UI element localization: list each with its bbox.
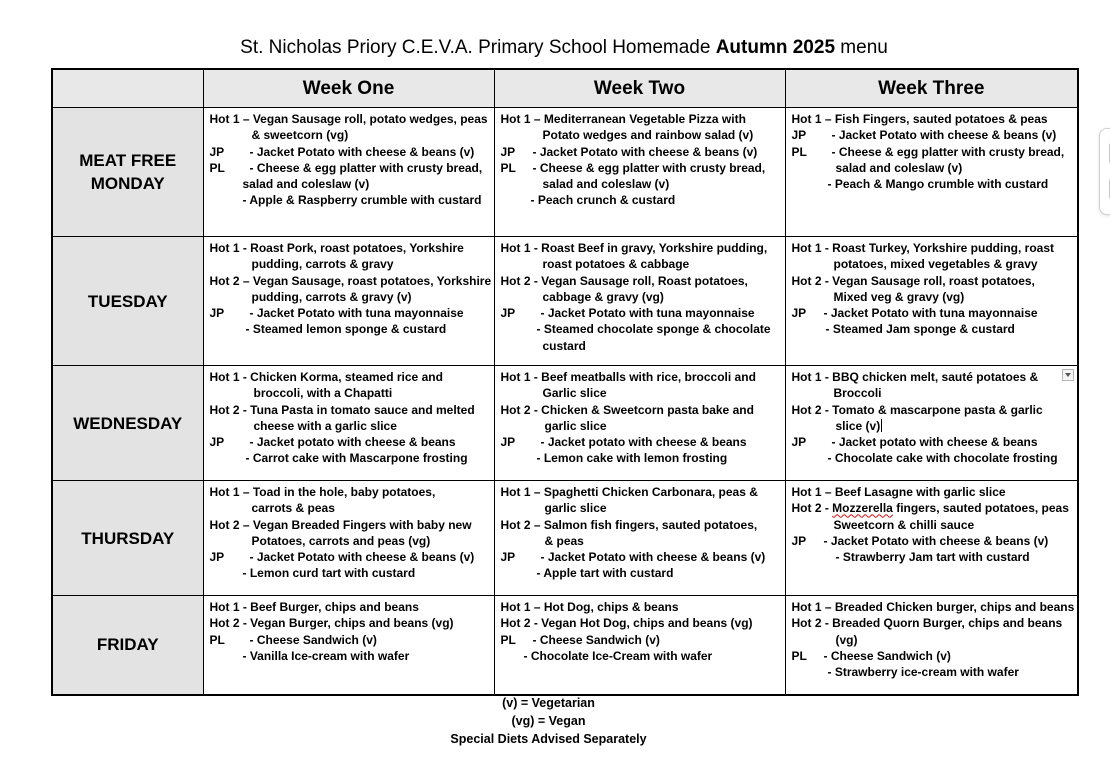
menu-line: Hot 2 - Breaded Quorn Burger, chips and beans <box>791 616 1063 631</box>
menu-text: slice (v) <box>835 418 881 433</box>
title-text: menu <box>835 37 888 58</box>
menu-cell-fri-w3[interactable] <box>785 596 1078 695</box>
menu-line <box>501 144 781 160</box>
menu-line: garlic slice <box>544 418 607 433</box>
menu-text: - Jacket Potato with cheese & beans (v) <box>249 144 475 159</box>
week-header-row <box>52 69 1078 108</box>
menu-line: - Apple tart with custard <box>536 566 674 581</box>
menu-text: Hot 2 - <box>791 501 833 516</box>
menu-line: Potatoes, carrots and peas (vg) <box>251 533 431 548</box>
tuesday-row <box>52 237 1078 366</box>
side-panel-tab[interactable] <box>1099 128 1110 215</box>
menu-line: Hot 1 - Chicken Korma, steamed rice and <box>209 370 443 384</box>
option-tag: JP <box>791 533 807 548</box>
menu-cell-fri-w1[interactable] <box>203 596 494 695</box>
menu-line: (vg) <box>835 632 858 647</box>
menu-line <box>792 144 1074 160</box>
menu-line: Hot 2 - Vegan Hot Dog, chips and beans (vg) <box>500 616 753 631</box>
menu-line: - Carrot cake with Mascarpone frosting <box>245 451 468 466</box>
day-label-wednesday: WEDNESDAY <box>52 366 203 481</box>
day-label-thursday: THURSDAY <box>52 481 203 596</box>
menu-line: Hot 1 - BBQ chicken melt, sauté potatoes & <box>791 370 1039 384</box>
menu-cell-wed-w2[interactable] <box>494 366 785 481</box>
menu-line: Hot 1 – Vegan Sausage roll, potato wedges, peas <box>209 112 488 126</box>
menu-line: - Peach crunch & custard <box>530 193 676 208</box>
menu-line: Hot 2 - Chicken & Sweetcorn pasta bake and <box>500 402 754 417</box>
menu-line: - Vanilla Ice-cream with wafer <box>242 648 410 663</box>
menu-line: Hot 2 – Vegan Sausage, roast potatoes, Yorkshire <box>209 273 492 288</box>
legend-footer <box>0 694 1097 748</box>
menu-text: - Jacket Potato with cheese & beans (v) <box>831 128 1057 143</box>
menu-text: fingers, sauted potatoes, peas <box>892 501 1069 516</box>
option-tag: JP <box>791 128 807 143</box>
menu-line <box>792 533 1074 549</box>
menu-line: Hot 1 – Breaded Chicken burger, chips and beans <box>791 600 1075 614</box>
menu-line <box>501 549 781 565</box>
menu-line: & peas <box>544 533 584 548</box>
menu-line: Hot 1 - Beef meatballs with rice, broccoli and <box>500 370 756 384</box>
menu-line: - Lemon curd tart with custard <box>242 566 416 581</box>
menu-line: carrots & peas <box>251 501 335 516</box>
text-cursor <box>881 419 882 432</box>
menu-line <box>792 305 1074 321</box>
option-tag: JP <box>500 435 516 450</box>
menu-text: - Jacket Potato with tuna mayonnaise <box>249 306 464 321</box>
menu-text: - Jacket Potato with tuna mayonnaise <box>540 306 755 321</box>
menu-line: Hot 1 - Beef Burger, chips and beans <box>209 600 419 614</box>
menu-line: Hot 2 - Vegan Sausage roll, Roast potatoes, <box>500 273 748 288</box>
menu-text: - Cheese & egg platter with crusty bread, <box>532 160 766 175</box>
menu-cell-mon-w2[interactable] <box>494 108 785 237</box>
day-label-monday: MEAT FREE MONDAY <box>52 108 203 237</box>
option-tag: JP <box>209 144 225 159</box>
menu-line <box>792 500 1074 516</box>
menu-line <box>210 632 490 648</box>
menu-line: Hot 1 - Roast Beef in gravy, Yorkshire pudding, <box>500 241 768 255</box>
wednesday-row <box>52 366 1078 481</box>
menu-line <box>792 418 1074 434</box>
menu-cell-tue-w1[interactable] <box>203 237 494 366</box>
option-tag: PL <box>209 160 225 175</box>
corner-cell <box>52 69 203 108</box>
menu-text: - Jacket Potato with tuna mayonnaise <box>823 306 1038 321</box>
day-label-friday: FRIDAY <box>52 596 203 695</box>
option-tag: JP <box>791 435 807 450</box>
week-one-header: Week One <box>203 69 494 108</box>
option-tag: PL <box>209 632 225 647</box>
menu-line: Hot 1 – Beef Lasagne with garlic slice <box>791 485 1006 499</box>
menu-line: - Chocolate Ice-Cream with wafer <box>523 648 713 663</box>
option-tag: JP <box>209 306 225 321</box>
menu-line: - Strawberry Jam tart with custard <box>835 550 1030 565</box>
menu-title <box>0 36 1110 60</box>
menu-text: - Jacket potato with cheese & beans <box>831 435 1038 450</box>
menu-line <box>210 549 490 565</box>
menu-line: Hot 2 - Vegan Burger, chips and beans (vg) <box>209 616 454 631</box>
option-tag: JP <box>209 550 225 565</box>
menu-text: - Cheese & egg platter with crusty bread, <box>831 144 1065 159</box>
menu-line: Potato wedges and rainbow salad (v) <box>542 128 754 143</box>
option-tag: PL <box>791 144 807 159</box>
menu-cell-mon-w1[interactable] <box>203 108 494 237</box>
menu-line: - Apple & Raspberry crumble with custard <box>242 193 482 208</box>
menu-line <box>501 632 781 648</box>
menu-line: Hot 1 – Toad in the hole, baby potatoes, <box>209 485 436 499</box>
menu-line: - Steamed Jam sponge & custard <box>825 322 1015 337</box>
menu-line: pudding, carrots & gravy <box>251 257 394 272</box>
friday-row <box>52 596 1078 695</box>
menu-line: custard <box>542 338 586 353</box>
week-two-header: Week Two <box>494 69 785 108</box>
menu-text: - Jacket potato with cheese & beans <box>249 435 456 450</box>
menu-line <box>210 305 490 321</box>
menu-line: - Steamed chocolate sponge & chocolate <box>536 322 771 337</box>
menu-line: Hot 2 – Salmon fish fingers, sauted potatoes, <box>500 517 758 532</box>
menu-line: roast potatoes & cabbage <box>542 257 690 272</box>
menu-cell-wed-w3[interactable] <box>785 366 1078 481</box>
menu-line: pudding, carrots & gravy (v) <box>251 289 412 304</box>
menu-line: cheese with a garlic slice <box>253 418 397 433</box>
menu-text: - Jacket Potato with cheese & beans (v) <box>823 533 1049 548</box>
menu-line: Hot 2 – Vegan Breaded Fingers with baby new <box>209 517 472 532</box>
option-tag: JP <box>500 144 516 159</box>
option-tag: PL <box>791 648 807 663</box>
special-diets-note: Special Diets Advised Separately <box>450 732 647 746</box>
menu-cell-tue-w3[interactable] <box>785 237 1078 366</box>
menu-line: - Lemon cake with lemon frosting <box>536 451 728 466</box>
menu-line <box>501 434 781 450</box>
menu-line <box>501 305 781 321</box>
option-tag: PL <box>500 632 516 647</box>
menu-cell-thu-w1[interactable] <box>203 481 494 596</box>
menu-line: Hot 2 - Tomato & mascarpone pasta & garlic <box>791 402 1043 417</box>
menu-line: Hot 1 – Mediterranean Vegetable Pizza with <box>500 112 746 126</box>
option-tag: JP <box>500 550 516 565</box>
menu-line: Hot 1 - Roast Turkey, Yorkshire pudding, roast <box>791 241 1054 255</box>
menu-line: Hot 1 – Spaghetti Chicken Carbonara, peas & <box>500 485 758 499</box>
menu-line: Hot 1 – Fish Fingers, sauted potatoes & peas <box>791 112 1048 126</box>
menu-line <box>792 648 1074 664</box>
menu-line: Garlic slice <box>542 386 607 401</box>
menu-cell-fri-w2[interactable] <box>494 596 785 695</box>
menu-text: - Cheese Sandwich (v) <box>823 648 951 663</box>
legend-vegan: (vg) = Vegan <box>511 714 586 728</box>
menu-text: - Jacket Potato with cheese & beans (v) <box>249 550 475 565</box>
menu-line: broccoli, with a Chapatti <box>253 386 393 401</box>
menu-cell-tue-w2[interactable] <box>494 237 785 366</box>
menu-line <box>792 127 1074 143</box>
menu-line: Hot 1 – Hot Dog, chips & beans <box>500 600 679 614</box>
title-text: Autumn 2025 <box>715 37 836 58</box>
menu-cell-mon-w3[interactable] <box>785 108 1078 237</box>
spelling-error-word: Mozzerella <box>832 501 893 516</box>
menu-cell-thu-w2[interactable] <box>494 481 785 596</box>
menu-line <box>210 160 490 176</box>
menu-line: Hot 2 - Tuna Pasta in tomato sauce and melted <box>209 402 475 417</box>
chevron-down-icon[interactable] <box>1062 369 1074 381</box>
menu-line <box>501 160 781 176</box>
menu-line: potatoes, mixed vegetables & gravy <box>833 257 1038 272</box>
monday-row <box>52 108 1078 237</box>
menu-cell-wed-w1[interactable] <box>203 366 494 481</box>
menu-line <box>210 144 490 160</box>
menu-line: Mixed veg & gravy (vg) <box>833 289 965 304</box>
menu-line: - Strawberry ice-cream with wafer <box>827 665 1019 680</box>
menu-line: Hot 2 - Vegan Sausage roll, roast potatoes, <box>791 273 1035 288</box>
menu-line: garlic slice <box>544 501 607 516</box>
menu-text: - Cheese Sandwich (v) <box>249 632 377 647</box>
option-tag: JP <box>791 306 807 321</box>
thursday-row <box>52 481 1078 596</box>
menu-text: - Jacket potato with cheese & beans <box>540 435 747 450</box>
menu-line: cabbage & gravy (vg) <box>542 289 664 304</box>
menu-table <box>51 68 1079 696</box>
option-tag: JP <box>500 306 516 321</box>
menu-text: - Cheese Sandwich (v) <box>532 632 660 647</box>
option-tag: PL <box>500 160 516 175</box>
menu-line: & sweetcorn (vg) <box>251 128 349 143</box>
menu-line <box>792 434 1074 450</box>
title-text: St. Nicholas Priory C.E.V.A. Primary School Homemade <box>240 37 716 58</box>
legend-vegetarian: (v) = Vegetarian <box>502 696 595 710</box>
menu-line: - Steamed lemon sponge & custard <box>245 322 447 337</box>
menu-line: - Peach & Mango crumble with custard <box>827 177 1049 192</box>
menu-line: salad and coleslaw (v) <box>542 177 670 192</box>
day-label-tuesday: TUESDAY <box>52 237 203 366</box>
menu-line: salad and coleslaw (v) <box>242 177 370 192</box>
menu-line <box>210 434 490 450</box>
menu-text: - Jacket Potato with cheese & beans (v) <box>540 550 766 565</box>
menu-line: Sweetcorn & chilli sauce <box>833 517 975 532</box>
menu-text: - Cheese & egg platter with crusty bread, <box>249 160 483 175</box>
menu-line: Broccoli <box>833 386 882 401</box>
option-tag: JP <box>209 435 225 450</box>
menu-line: Hot 1 - Roast Pork, roast potatoes, Yorkshire <box>209 241 464 255</box>
menu-text: - Jacket Potato with cheese & beans (v) <box>532 144 758 159</box>
menu-line: salad and coleslaw (v) <box>835 160 963 175</box>
menu-line: - Chocolate cake with chocolate frosting <box>827 451 1058 466</box>
menu-cell-thu-w3[interactable] <box>785 481 1078 596</box>
week-three-header: Week Three <box>785 69 1078 108</box>
